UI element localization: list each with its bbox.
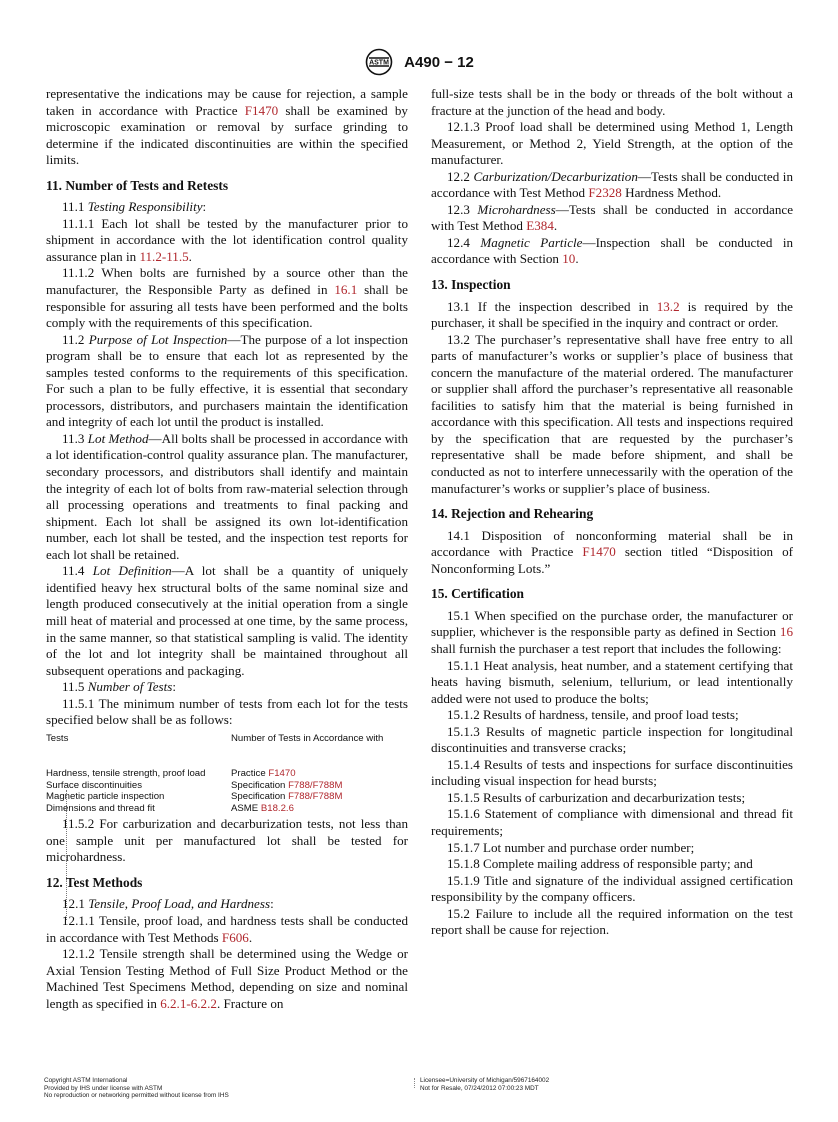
paragraph: 14.1 Disposition of nonconforming material shall be in accordance with Practice F1470 section titled “Disposition of Nonconforming Lots.” xyxy=(431,527,793,576)
reference-link[interactable]: F1470 xyxy=(268,768,296,780)
paragraph: 15.1.3 Results of magnetic particle inspection for longitudinal discontinuities and transverse cracks; xyxy=(431,723,793,756)
paragraph: 12.4 Magnetic Particle—Inspection shall be conducted in accordance with Section 10. xyxy=(431,234,794,267)
table-cell: Specification F788/F788M xyxy=(231,779,343,791)
paragraph: 15.1.8 Complete mailing address of responsible party; and xyxy=(447,856,753,872)
document-id: A490 − 12 xyxy=(404,53,474,71)
table-header: Number of Tests in Accordance with xyxy=(231,732,384,744)
paragraph: 15.1.7 Lot number and purchase order number; xyxy=(447,839,695,855)
reference-link[interactable]: F788/F788M xyxy=(288,791,343,803)
paragraph: 15.1.1 Heat analysis, heat number, and a statement certifying that heats having bismuth, selenium, tellurium, or lead intentionally added were not used to produce the bolts; xyxy=(431,657,793,706)
paragraph: 11.1.1 Each lot shall be tested by the manufacturer prior to shipment in accordance with the lot identification control quality assurance plan in 11.2-11.5. xyxy=(46,215,408,264)
paragraph: 12.1.1 Tensile, proof load, and hardness tests shall be conducted in accordance with Test Methods F606. xyxy=(46,913,408,945)
table-header-row xyxy=(46,733,408,745)
table-row xyxy=(46,780,408,792)
paragraph: 15.1.6 Statement of compliance with dimensional and thread fit requirements; xyxy=(431,806,793,838)
dotted-divider xyxy=(66,790,68,920)
paragraph: 12.3 Microhardness—Tests shall be conducted in accordance with Test Method E384. xyxy=(431,201,794,234)
table-row xyxy=(46,768,408,780)
paragraph: 15.2 Failure to include all the required information on the test report shall be cause for rejection. xyxy=(431,905,793,938)
reference-link[interactable]: F1470 xyxy=(244,102,279,118)
table-cell: Surface discontinuities xyxy=(46,779,142,791)
paragraph: 15.1.4 Results of tests and inspections for surface discontinuities including visual inspection for head bursts; xyxy=(431,756,793,789)
footer-divider xyxy=(414,1078,416,1088)
table-cell: ASME B18.2.6 xyxy=(231,802,294,814)
paragraph: 11.5.1 The minimum number of tests from each lot for the tests specified below shall be as follows: xyxy=(46,695,408,728)
paragraph: 15.1 When specified on the purchase order, the manufacturer or supplier, whichever is the responsible party as defined in Section 16 shall furnish the purchaser a test report that includes the following: xyxy=(431,607,793,656)
paragraph: 12.1 Tensile, Proof Load, and Hardness: xyxy=(62,896,274,912)
page-header xyxy=(0,48,838,76)
table-cell: Practice F1470 xyxy=(231,768,296,780)
section-heading: 11. Number of Tests and Retests xyxy=(46,177,229,193)
reference-link[interactable]: 13.2 xyxy=(656,298,680,314)
paragraph: 12.1.2 Tensile strength shall be determined using the Wedge or Axial Tension Testing Method of Full Size Product Method or the Machined Test Specimens Method, depending on size and nominal length as specified in 6.2.1-6.2.2. Fracture on xyxy=(46,946,408,1011)
paragraph: 11.3 Lot Method—All bolts shall be processed in accordance with a lot identification-control quality assurance plan. The manufacturer, secondary processors, and distributors shall identify and maintain the integrity of each lot of bolts from raw-material selection through all processing operations and treatments to final packing and shipment. Each lot shall be assigned its own lot-identification number, each lot shall be tested, and the inspection test reports for each lot shall be retained. xyxy=(46,430,408,562)
paragraph: representative the indications may be cause for rejection, a sample taken in accordance with Practice F1470 shall be examined by microscopic examination or removal by surface grinding to determine if the indicated discontinuities are within the specified limits. xyxy=(46,86,408,168)
paragraph: 11.4 Lot Definition—A lot shall be a quantity of uniquely identified heavy hex structural bolts of the same nominal size and length produced consecutively at the initial operation from a single mill heat of material and processed at one time, by the same process, in the same manner, so that statistical sampling is valid. The identity of the lot and lot integrity shall be maintained throughout all subsequent operations and packaging. xyxy=(46,563,409,678)
paragraph: 12.2 Carburization/Decarburization—Tests shall be conducted in accordance with Test Method F2328 Hardness Method. xyxy=(431,168,793,201)
tests-table xyxy=(46,733,408,815)
paragraph: 12.1.3 Proof load shall be determined using Method 1, Length Measurement, or Method 2, Yield Strength, at the option of the manufacturer. xyxy=(431,119,793,168)
reference-link[interactable]: F788/F788M xyxy=(288,779,343,791)
footer-copyright: Copyright ASTM International Provided by IHS under license with ASTM No reproduction or networking permitted without license from IHS xyxy=(44,1077,229,1100)
paragraph: 11.1 Testing Responsibility: xyxy=(62,199,207,215)
section-heading: 15. Certification xyxy=(431,586,524,602)
table-cell: Dimensions and thread fit xyxy=(46,802,155,814)
paragraph: 11.5 Number of Tests: xyxy=(62,679,176,695)
paragraph: full-size tests shall be in the body or threads of the bolt without a fracture at the junction of the head and body. xyxy=(431,86,793,118)
paragraph: 13.1 If the inspection described in 13.2 is required by the purchaser, it shall be specified in the inquiry and contract or order. xyxy=(431,298,793,331)
right-column xyxy=(431,86,793,939)
reference-link[interactable]: F606 xyxy=(221,929,249,945)
reference-link[interactable]: F2328 xyxy=(588,185,622,201)
table-cell: Specification F788/F788M xyxy=(231,791,343,803)
paragraph: 13.2 The purchaser’s representative shall have free entry to all parts of manufacturer’s works or supplier’s place of business that concern the manufacture of the material ordered. The manufacturer or supplier shall afford the purchaser’s representative all reasonable facilities to satisfy him that the material is being furnished in accordance with this specification. All tests and inspections required by the specification that are requested by the purchaser’s representative shall be made before shipment, and shall be conducted as not to interfere unnecessarily with the operation of the manufacturer’s works or supplier’s place of business. xyxy=(431,331,793,496)
svg-text:ASTM: ASTM xyxy=(369,59,390,67)
table-row xyxy=(46,803,408,815)
paragraph: 15.1.5 Results of carburization and decarburization tests; xyxy=(447,789,746,805)
paragraph: 11.2 Purpose of Lot Inspection—The purpose of a lot inspection program shall be to ensure that each lot as represented by the samples tested conforms to the requirements of this specification. For such a plan to be fully effective, it is essential that secondary processors, distributors, and purchasers maintain the identification and integrity of each lot until the product is installed. xyxy=(46,331,408,430)
paragraph: 11.5.2 For carburization and decarburization tests, not less than one sample unit per manufactured lot shall be tested for microhardness. xyxy=(46,816,408,865)
reference-link[interactable]: 6.2.1-6.2.2 xyxy=(160,995,217,1011)
reference-link[interactable]: 10 xyxy=(562,251,576,267)
reference-link[interactable]: B18.2.6 xyxy=(260,802,294,814)
reference-link[interactable]: 16.1 xyxy=(334,282,358,298)
paragraph: 11.1.2 When bolts are furnished by a source other than the manufacturer, the Responsible Party as defined in 16.1 shall be responsible for assuring all tests have been performed and the bolts comply with the requirements of this specification. xyxy=(46,265,408,331)
table-cell: Magnetic particle inspection xyxy=(46,791,165,803)
reference-link[interactable]: E384 xyxy=(526,218,554,234)
paragraph: 15.1.9 Title and signature of the individual assigned certification responsibility by the company officers. xyxy=(431,872,793,905)
table-cell: Hardness, tensile strength, proof load xyxy=(46,768,206,780)
footer-license: Licensee=University of Michigan/5967164002 Not for Resale, 07/24/2012 07:00:23 MDT xyxy=(420,1077,550,1092)
astm-logo-icon xyxy=(364,48,394,76)
section-heading: 14. Rejection and Rehearing xyxy=(431,506,594,522)
reference-link[interactable]: F1470 xyxy=(582,544,616,560)
table-row xyxy=(46,791,408,803)
reference-link[interactable]: 11.2-11.5 xyxy=(139,248,189,264)
left-column xyxy=(46,86,408,1012)
section-heading: 12. Test Methods xyxy=(46,874,143,890)
table-header: Tests xyxy=(46,732,69,744)
section-heading: 13. Inspection xyxy=(431,277,511,293)
paragraph: 15.1.2 Results of hardness, tensile, and proof load tests; xyxy=(447,707,739,723)
reference-link[interactable]: 16 xyxy=(779,624,793,640)
